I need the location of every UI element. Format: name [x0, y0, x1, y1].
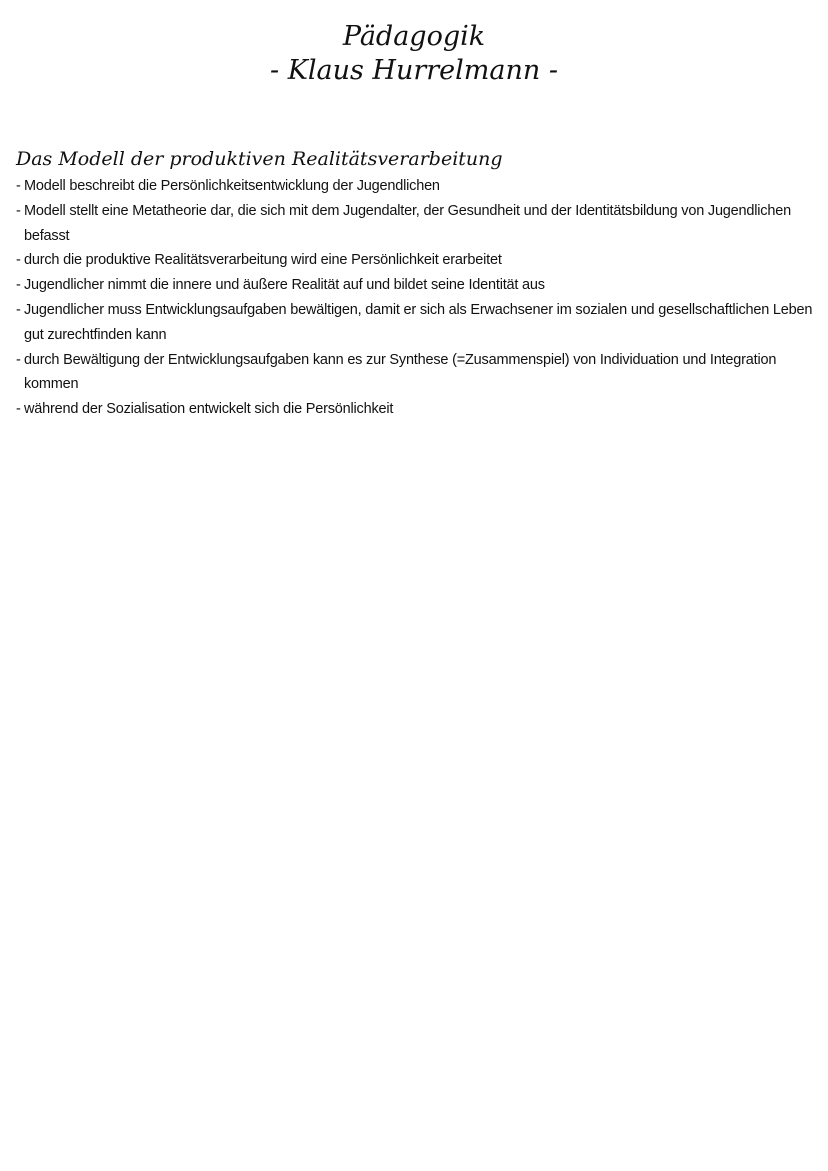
bullet-dash: - — [16, 301, 21, 318]
bullet-item — [16, 248, 816, 273]
bullet-item — [16, 273, 816, 298]
bullet-item — [16, 174, 816, 199]
bullet-text: während der Sozialisation entwickelt sich die Persönlichkeit — [24, 401, 394, 418]
bullet-text: durch Bewältigung der Entwicklungsaufgaben kann es zur Synthese (=Zusammenspiel) von Individuation und Integration kommen — [24, 351, 777, 393]
bullet-text: Modell stellt eine Metatheorie dar, die sich mit dem Jugendalter, der Gesundheit und der Identitätsbildung von Jugendlichen befasst — [24, 202, 791, 244]
bullet-item — [16, 397, 816, 422]
bullet-dash: - — [16, 277, 21, 294]
bullet-dash: - — [16, 252, 21, 269]
bullet-item — [16, 298, 816, 348]
content-section — [16, 146, 816, 422]
bullet-dash: - — [16, 178, 21, 194]
bullet-dash: - — [16, 401, 21, 418]
bullet-text: Modell beschreibt die Persönlichkeitsentwicklung der Jugendlichen — [24, 178, 440, 194]
document-header — [0, 20, 828, 88]
bullet-dash: - — [16, 202, 21, 219]
page-subtitle: - Klaus Hurrelmann - — [270, 55, 558, 86]
section-heading: Das Modell der produktiven Realitätsverarbeitung — [16, 148, 503, 170]
bullet-item — [16, 199, 816, 249]
bullet-item — [16, 348, 816, 398]
bullet-text: durch die produktive Realitätsverarbeitung wird eine Persönlichkeit erarbeitet — [24, 252, 502, 269]
bullet-text: Jugendlicher muss Entwicklungsaufgaben bewältigen, damit er sich als Erwachsener im sozialen und gesellschaftlichen Leben gut zurechtfinden kann — [24, 301, 813, 343]
bullet-dash: - — [16, 351, 21, 368]
page-title: Pädagogik — [342, 21, 486, 52]
bullet-text: Jugendlicher nimmt die innere und äußere Realität auf und bildet seine Identität aus — [24, 277, 545, 294]
bullet-list — [16, 174, 816, 422]
